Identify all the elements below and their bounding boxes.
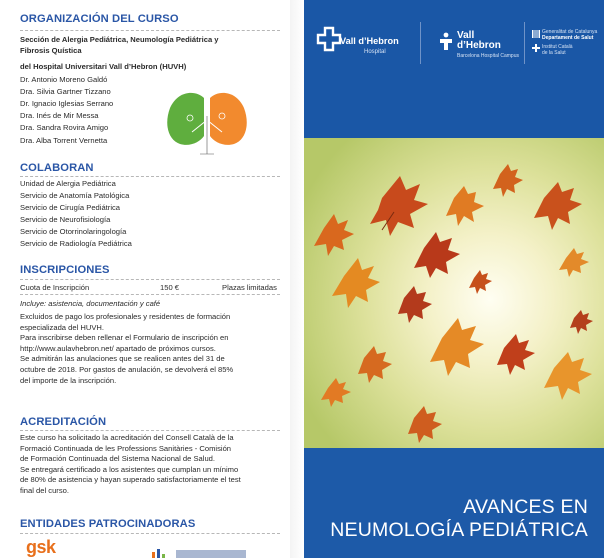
sponsor-logo-icon [150,546,170,558]
colaboran-title: COLABORAN [20,162,94,174]
campus-name-2: d’Hebron [457,40,501,51]
text-line: http://www.aulavhebron.net/ apartado de próximos cursos. [20,343,216,353]
campus-sub: Barcelona Hospital Campus [457,53,519,59]
text-line: Este curso ha solicitado la acreditación del Consell Català de la [20,433,234,442]
text-line: de Formación Continuada del Sistema Nacional de Salud. [20,454,216,464]
brochure-title-line-1: AVANCES EN [463,496,588,518]
page-fold [290,0,304,558]
autumn-leaves-photo [304,138,604,448]
brochure-title-line-2: NEUMOLOGÍA PEDIÁTRICA [330,519,588,541]
section-divider [20,176,280,177]
text-line: del importe de la inscripción. [20,375,117,385]
hospital-cross-icon [316,26,342,52]
section-divider [20,279,280,280]
text-line: Excluidos de pago los profesionales y residentes de formación [20,312,231,321]
cover-panel [304,0,604,558]
gov-line-2: Departament de Salut [542,35,594,41]
section-divider [20,533,280,534]
lungs-logo-icon [162,86,252,156]
colaboran-item: Servicio de Cirugía Pediátrica [20,203,121,212]
text-line: Se admitirán las anulaciones que se realicen antes del 31 de [20,354,225,364]
doctor-item: Dra. Inés de Mir Messa [20,111,99,120]
colaboran-item: Servicio de Radiología Pediátrica [20,239,132,248]
section-divider [20,30,280,31]
acreditacion-title: ACREDITACIÓN [20,416,107,428]
sponsor-wordmark [176,550,246,558]
doctor-item: Dr. Antonio Moreno Galdó [20,75,108,84]
left-panel [0,0,290,558]
inscripciones-text [20,312,282,386]
hospital-sub: Hospital [364,49,386,55]
organizacion-line: Sección de Alergia Pediátrica, Neumología Pediátrica y [20,35,219,44]
title-block [304,448,604,558]
text-line: final del curso. [20,485,69,495]
acreditacion-text [20,433,282,497]
logo-divider [524,22,525,64]
patrocinadoras-title: ENTIDADES PATROCINADORAS [20,518,196,530]
text-line: Formació Continuada de les Professions Sanitàries - Comisión [20,443,232,453]
logo-divider [420,22,421,64]
gov-line-1: Generalitat de Catalunya [542,29,598,35]
ics-cross-icon [532,44,540,52]
text-line: especializada del HUVH. [20,322,104,332]
campus-plus-icon [436,31,456,51]
doctor-item: Dr. Ignacio Iglesias Serrano [20,99,114,108]
doctor-item: Dra. Alba Torrent Vernetta [20,136,108,145]
text-line: octubre de 2018. Por gastos de anulación, se devolverá el 85% [20,364,234,374]
organizacion-line: Fibrosis Quística [20,46,82,55]
section-divider [20,294,280,295]
text-line: de 80% de asistencia y hayan superado satisfactoriamente el test [20,475,241,485]
ics-line-2: de la Salut [542,50,566,56]
colaboran-item: Servicio de Anatomía Patológica [20,191,130,200]
text-line: Para inscribirse deben rellenar el Formulario de inscripción en [20,333,229,343]
fee-value: 150 € [160,283,180,292]
sponsor-wordmark-icon [176,550,246,558]
doctor-item: Dra. Silvia Gartner Tizzano [20,87,111,96]
logo-header [304,0,604,138]
fee-note: Plazas limitadas [222,283,277,292]
includes-note: Incluye: asistencia, documentación y café [20,299,161,308]
text-line: Se entregará certificado a los asistentes que cumplan un mínimo [20,464,239,474]
doctor-item: Dra. Sandra Rovira Amigo [20,123,109,132]
hospital-name: Vall d’Hebron [340,36,399,46]
fee-label: Cuota de Inscripción [20,283,90,292]
campus-name-1: Vall [457,30,475,41]
colaboran-item: Unidad de Alergia Pediátrica [20,179,116,188]
colaboran-item: Servicio de Otorrinolaringología [20,227,127,236]
ics-line-1: Institut Català [542,44,573,50]
inscripciones-title: INSCRIPCIONES [20,264,110,276]
section-divider [20,430,280,431]
organizacion-line: del Hospital Universitari Vall d’Hebron (HUVH) [20,62,187,71]
organizacion-title: ORGANIZACIÓN DEL CURSO [20,13,179,25]
gsk-logo: gsk [26,537,56,557]
colaboran-item: Servicio de Neurofisiología [20,215,111,224]
generalitat-emblem-icon [532,30,540,38]
